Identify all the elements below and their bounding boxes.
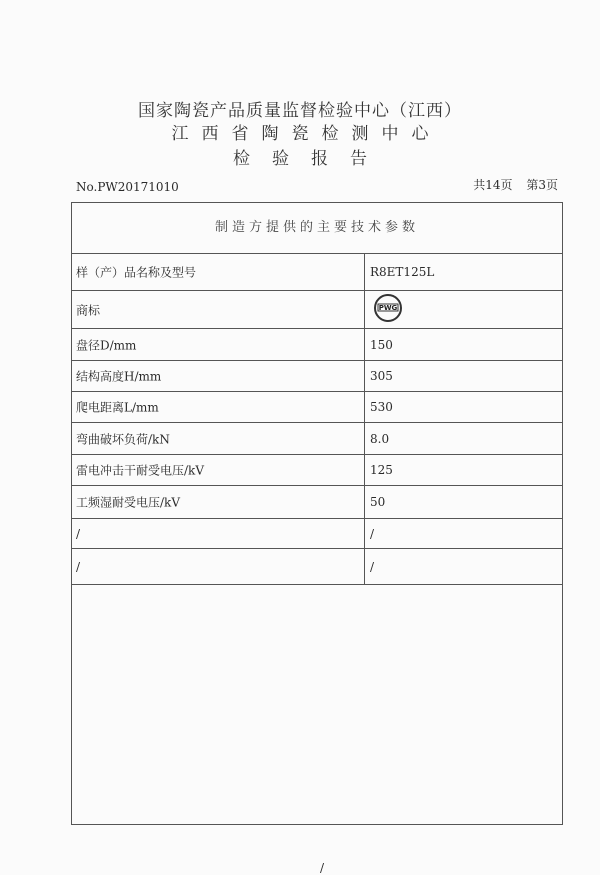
row-label: 工频湿耐受电压/kV xyxy=(76,495,180,510)
table-row xyxy=(72,291,562,329)
row-label: 商标 xyxy=(76,303,101,317)
logo-text: PWG xyxy=(378,304,398,312)
row-value: / xyxy=(370,559,375,574)
row-label: 雷电冲击干耐受电压/kV xyxy=(76,463,204,478)
remark-slash: / xyxy=(320,861,325,875)
row-value: 530 xyxy=(370,400,393,414)
table-row xyxy=(72,519,562,549)
row-value: 8.0 xyxy=(370,431,390,446)
row-label: 爬电距离L/mm xyxy=(76,400,159,415)
table-row xyxy=(72,455,562,486)
row-value: / xyxy=(370,526,375,541)
row-label: / xyxy=(76,526,81,541)
row-label: 弯曲破坏负荷/kN xyxy=(76,432,170,446)
table-row xyxy=(72,329,562,361)
center-name-title: 国家陶瓷产品质量监督检验中心（江西） xyxy=(138,101,462,121)
pwg-trademark-logo-icon xyxy=(373,293,403,323)
page-indicator xyxy=(463,176,558,193)
report-number: No.PW20171010 xyxy=(76,180,179,194)
table-row xyxy=(72,392,562,423)
total-pages: 共14页 xyxy=(473,178,513,192)
table-title: 制造方提供的主要技术参数 xyxy=(72,203,562,254)
table-row xyxy=(72,486,562,519)
row-label: 样（产）品名称及型号 xyxy=(76,265,197,279)
row-label: 盘径D/mm xyxy=(76,338,137,352)
report-title: 检验报告 xyxy=(233,149,389,169)
row-value: 150 xyxy=(370,337,393,352)
technical-parameters-table xyxy=(71,202,563,875)
table-row xyxy=(72,423,562,455)
current-page: 第3页 xyxy=(526,178,558,192)
table-row xyxy=(72,549,562,585)
row-label: 结构高度H/mm xyxy=(76,369,162,384)
row-value: 305 xyxy=(370,369,393,383)
row-value: 50 xyxy=(370,495,386,509)
row-value: 125 xyxy=(370,463,393,477)
center-subtitle: 江西省陶瓷检测中心 xyxy=(171,124,442,144)
table-row xyxy=(72,253,562,291)
table-row xyxy=(72,361,562,392)
row-label: / xyxy=(76,559,81,574)
row-value: R8ET125L xyxy=(370,264,435,279)
